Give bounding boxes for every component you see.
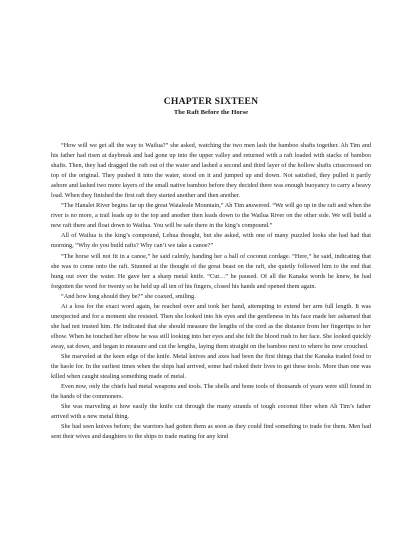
paragraph: “And how long should they be?” she coaxed, smiling. bbox=[61, 292, 196, 300]
chapter-subtitle: The Raft Before the Horse bbox=[173, 109, 249, 116]
paragraph: She was marveling at how easily the knife cut through the many strands of tough coconut fiber when Ah Tim’s father arrived with a new metal thing. bbox=[51, 403, 371, 421]
paragraph: “The horse will not fit in a canoe,” he said calmly, handing her a ball of coconut cordage. “Here,” he said, indicating that she was to come onto the raft. Stunned at the thought of the great beast on the raft, she quietly followed him to the end that hung out over the water. He gave her a sharp metal knife. “Cut…” he paused. Of all the Kanaka words he knew, he had forgotten the word for twenty so he held up all ten of his fingers, closed his hands and opened them again. bbox=[51, 252, 371, 290]
book-page bbox=[51, 96, 371, 442]
chapter-title: CHAPTER SIXTEEN bbox=[163, 96, 259, 107]
paragraph: At a loss for the exact word again, he reached over and took her hand, attempting to extend her arm full length. It was unexpected and for a moment she resisted. Then she looked into his eyes and the gentleness in his face made her ashamed that she had not trusted him. He indicated that she should measure the lengths of the cord as the distance from her fingertips to her elbow. When he touched her elbow he was still looking into her eyes and she felt the blood rush to her face. She looked quickly away, sat down, and began to measure and cut the lengths, laying them straight on the bamboo next to where he now crouched. bbox=[51, 302, 371, 350]
paragraph: She had seen knives before; the warriors had gotten them as soon as they could find something to trade for them. Men had sent their wives and daughters to the ships to trade mating for any kind bbox=[51, 423, 371, 441]
chapter-body bbox=[51, 141, 371, 442]
paragraph: She marveled at the keen edge of the knife. Metal knives and axes had been the first things that the Kanaka traded food to the haole for. In the earliest times when the ships had arrived, some had risked their lives to get these tools. More than one was killed when caught stealing something made of metal. bbox=[51, 352, 371, 381]
paragraph: Even now, only the chiefs had metal weapons and tools. The shells and bone tools of thousands of years were still found in the hands of the commoners. bbox=[51, 383, 371, 401]
paragraph: All of Wailua is the king’s compound, Lehua thought, but she asked, with one of many puzzled looks she had had that morning, “Why do you build rafts? Why can’t we take a canoe?” bbox=[51, 232, 371, 250]
paragraph: “How will we get all the way to Wailua?” she asked, watching the two men lash the bamboo shafts together. Ah Tim and his father had risen at daybreak and had gone up into the upper valley and returned with a raft loaded with stacks of bamboo shafts. Then, they had dragged the raft out of the water and lashed a second and third layer of the hollow shafts crisscrossed on top of the original. They pushed it into the water, stood on it and jumped up and down. Not satisfied, they pulled it partly ashore and lashed two more layers of the small native bamboo before they decided there was enough buoyancy to carry a heavy load. When they finished the first raft they started another and then another. bbox=[51, 142, 371, 200]
paragraph: “The Hanalei River begins far up the great Waialeale Mountain,” Ah Tim answered. “We will go up in the raft and when the river is no more, a trail leads up to the top and another then leads down to the Wailua River on the other side. We will build a new raft there and float down to Wailua. You will be safe there in the king’s compound.” bbox=[51, 202, 371, 230]
